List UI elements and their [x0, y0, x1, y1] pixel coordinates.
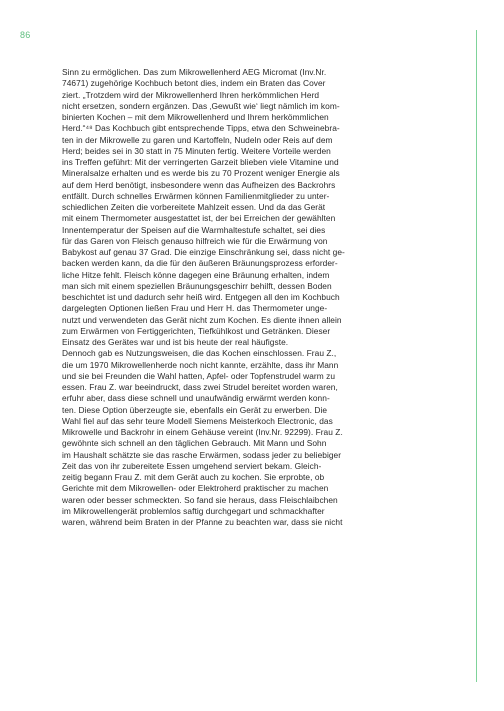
text-line: Wahl fiel auf das sehr teure Modell Siemens Meisterkoch Electronic, das — [62, 415, 333, 426]
text-line: Herd; beides sei in 30 statt in 75 Minuten fertig. Weitere Vorteile werden — [62, 145, 331, 156]
text-line: Innentemperatur der Speisen auf die Warmhaltestufe schaltet, sei dies — [62, 224, 326, 235]
text-line: ziert. „Trotzdem wird der Mikrowellenherd Ihren herkömmlichen Herd — [62, 89, 320, 100]
text-line: erfuhr aber, dass diese schnell und unaufwändig erwärmt werden konn- — [62, 393, 330, 404]
text-line: backen werden kann, da die für den äußeren Bräunungsprozess erforder- — [62, 258, 338, 269]
text-line: essen. Frau Z. war beeindruckt, dass zwei Strudel bereitet worden waren, — [62, 382, 338, 392]
text-line: mit einem Thermometer ausgestattet ist, der bei Erreichen der gewählten — [62, 213, 336, 224]
text-line: Einsatz des Gerätes war und ist bis heute der real häufigste. — [62, 337, 289, 347]
text-line: Herd.“⁴⁸ Das Kochbuch gibt entsprechende Tipps, etwa den Schweinebra- — [62, 123, 340, 134]
text-line: binierten Kochen – mit dem Mikrowellenherd und Ihrem herkömmlichen — [62, 112, 329, 122]
page-number: 86 — [20, 30, 31, 40]
text-line: Zeit das von ihr zubereitete Essen umgehend serviert bekam. Gleich- — [62, 460, 322, 471]
text-line: die um 1970 Mikrowellenherde noch nicht kannte, erzählte, dass ihr Mann — [62, 359, 339, 370]
text-line: Sinn zu ermöglichen. Das zum Mikrowellenherd AEG Micromat (Inv.Nr. — [62, 67, 327, 77]
text-line: man sich mit einem speziellen Bräunungsgeschirr behilft, dessen Boden — [62, 280, 332, 291]
text-line: im Haushalt schätzte sie das rasche Erwärmen, sodass jeder zu beliebiger — [62, 449, 342, 460]
text-line: 74671) zugehörige Kochbuch betont dies, indem ein Braten das Cover — [62, 78, 326, 89]
text-line: ten in der Mikrowelle zu garen und Kartoffeln, Nudeln oder Reis auf dem — [62, 134, 333, 145]
text-line: zeitig begann Frau Z. mit dem Gerät auch zu kochen. Sie erprobte, ob — [62, 472, 325, 482]
body-text — [62, 67, 454, 528]
text-line: Mineralsalze erhalten und es werde bis zu 70 Prozent weniger Energie als — [62, 168, 340, 179]
text-line: Dennoch gab es Nutzungsweisen, die das Kochen einschlossen. Frau Z., — [62, 348, 337, 359]
text-line: Babykost auf genau 37 Grad. Die einzige Einschränkung sei, dass nicht ge- — [62, 247, 345, 257]
text-line: nicht ersetzen, sondern ergänzen. Das ‚Gewußt wie‘ liegt nämlich im kom- — [62, 100, 340, 111]
text-line: waren, während beim Braten in der Pfanne zu beachten war, dass sie nicht — [62, 517, 343, 527]
text-line: ins Treffen geführt: Mit der verringerten Garzeit blieben viele Vitamine und — [62, 157, 339, 167]
text-line: nutzt und verwendeten das Gerät nicht zum Kochen. Es diente ihnen allein — [62, 314, 342, 325]
text-line: dargelegten Optionen ließen Frau und Herr H. das Thermometer unge- — [62, 303, 328, 314]
margin-rule — [476, 30, 477, 682]
text-line: und sie bei Freunden die Wahl hatten, Apfel- oder Topfenstrudel warm zu — [62, 370, 336, 381]
text-line: beschichtet ist und dadurch sehr heiß wird. Entgegen all den im Kochbuch — [62, 292, 340, 302]
text-line: waren oder besser schmeckten. So fand sie heraus, dass Fleischlaibchen — [62, 494, 338, 505]
text-line: schiedlichen Zeiten die vorbereitete Mahlzeit essen. Und da das Gerät — [62, 202, 326, 212]
text-line: liche Hitze fehlt. Fleisch könne dagegen eine Bräunung erhalten, indem — [62, 269, 330, 280]
text-line: gewöhnte sich schnell an den täglichen Gebrauch. Mit Mann und Sohn — [62, 438, 327, 449]
text-line: im Mikrowellengerät problemlos saftig durchgegart und schmackhafter — [62, 505, 325, 516]
text-line: auf dem Herd benötigt, insbesondere wenn das Aufheizen des Backrohrs — [62, 179, 336, 190]
text-line: zum Erwärmen von Fertiggerichten, Tiefkühlkost und Getränken. Dieser — [62, 325, 331, 336]
text-line: Mikrowelle und Backrohr in einem Gehäuse vereint (Inv.Nr. 92299). Frau Z. — [62, 427, 343, 437]
text-line: Gerichte mit dem Mikrowellen- oder Elektroherd praktischer zu machen — [62, 483, 329, 494]
text-line: entfällt. Durch schnelles Erwärmen können Familienmitglieder zu unter- — [62, 190, 330, 201]
text-line: ten. Diese Option überzeugte sie, ebenfalls ein Gerät zu erwerben. Die — [62, 404, 328, 415]
text-line: für das Garen von Fleisch genauso hilfreich wie für die Erwärmung von — [62, 235, 328, 246]
